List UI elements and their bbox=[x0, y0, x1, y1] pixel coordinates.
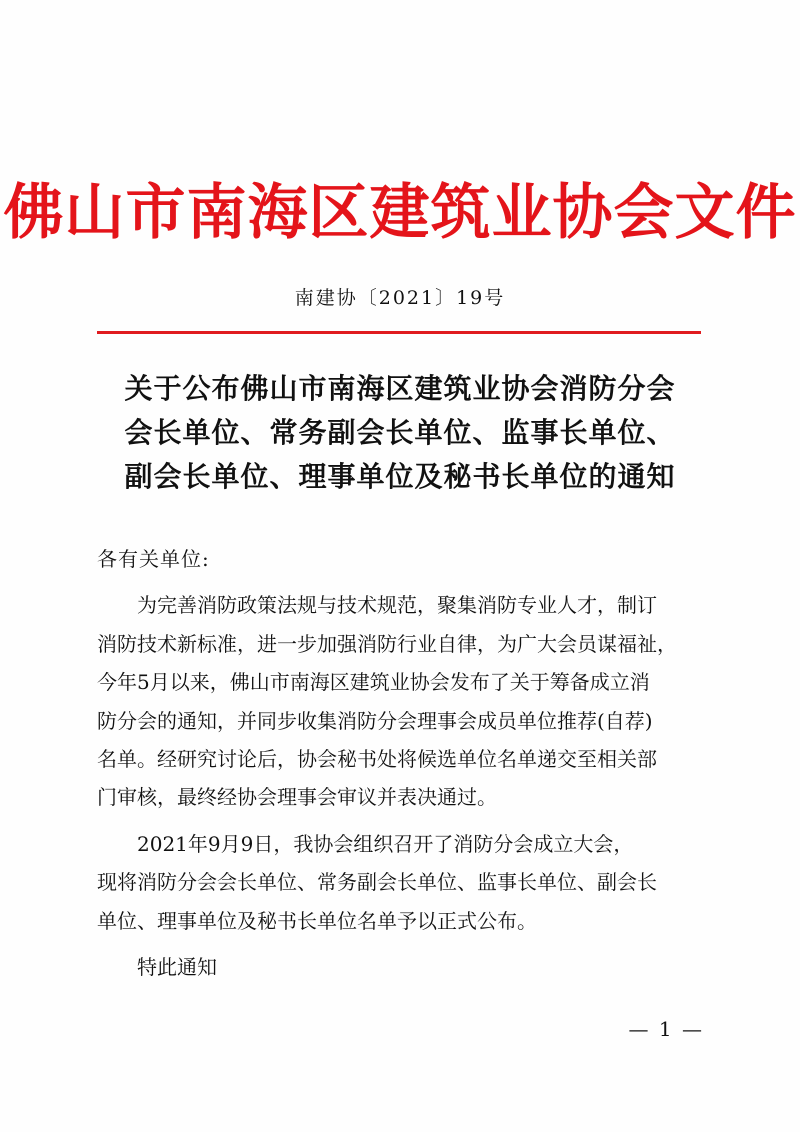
paragraph-line: 名单。经研究讨论后，协会秘书处将候选单位名单递交至相关部 bbox=[97, 746, 657, 771]
paragraph-line: 单位、理事单位及秘书长单位名单予以正式公布。 bbox=[97, 908, 537, 933]
closing-text: 特此通知 bbox=[137, 954, 217, 979]
notice-body bbox=[97, 540, 703, 986]
paragraph-line: 2021年9月9日，我协会组织召开了消防分会成立大会， bbox=[137, 831, 634, 856]
notice-title-line: 会长单位、常务副会长单位、监事长单位、 bbox=[124, 416, 676, 449]
paragraph-line: 今年5月以来，佛山市南海区建筑业协会发布了关于筹备成立消 bbox=[97, 670, 650, 695]
paragraph-line: 门审核，最终经协会理事会审议并表决通过。 bbox=[97, 785, 497, 810]
paragraph-line: 现将消防分会会长单位、常务副会长单位、监事长单位、副会长 bbox=[97, 870, 657, 895]
paragraph-2 bbox=[97, 825, 703, 940]
paragraph-1 bbox=[97, 586, 703, 816]
paragraph-line: 为完善消防政策法规与技术规范，聚集消防专业人才，制订 bbox=[137, 593, 657, 618]
paragraph-line: 防分会的通知，并同步收集消防分会理事会成员单位推荐(自荐) bbox=[97, 708, 653, 733]
salutation: 各有关单位: bbox=[97, 547, 210, 571]
paragraph-line: 消防技术新标准，进一步加强消防行业自律，为广大会员谋福祉， bbox=[97, 631, 677, 656]
notice-title-line: 关于公布佛山市南海区建筑业协会消防分会 bbox=[124, 372, 676, 405]
notice-title-line: 副会长单位、理事单位及秘书长单位的通知 bbox=[124, 460, 676, 493]
notice-title bbox=[0, 367, 800, 499]
red-divider-line bbox=[97, 331, 701, 334]
organization-title: 佛山市南海区建筑业协会文件 bbox=[3, 178, 797, 248]
page-number: — 1 — bbox=[628, 1017, 704, 1041]
document-number: 南建协〔2021〕19号 bbox=[294, 287, 506, 309]
